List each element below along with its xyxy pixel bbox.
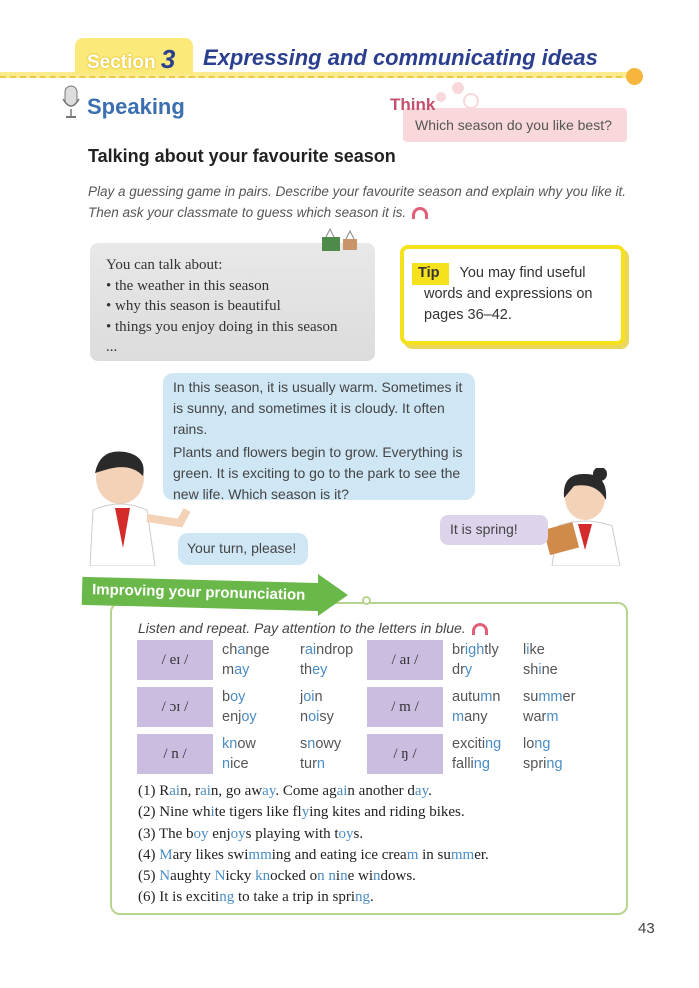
text-segment: war (523, 709, 547, 725)
talk-item: • things you enjoy doing in this season (106, 318, 338, 335)
text-segment: br (452, 642, 465, 658)
tip-text: You may find useful words and expressions on pages 36–42. (424, 265, 593, 323)
text-segment: (5) (138, 868, 160, 885)
highlighted-letters: oy (241, 709, 257, 725)
text-segment: spri (523, 756, 547, 772)
example-word (300, 707, 334, 727)
highlighted-letters: ng (485, 736, 502, 752)
text-segment: in su (418, 846, 451, 863)
text-segment: n another d (347, 783, 415, 799)
example-word (300, 660, 327, 680)
example-word (523, 687, 575, 707)
task-instruction (88, 181, 633, 223)
text-segment: n, go aw (210, 783, 263, 799)
boy-illustration (75, 448, 193, 566)
microphone-icon (62, 85, 80, 119)
text-segment: dr (452, 662, 465, 678)
highlighted-letters: ay (262, 783, 276, 799)
text-segment: aughty (170, 868, 215, 885)
text-segment: enj (208, 825, 231, 842)
text-segment: s (300, 736, 308, 752)
practice-sentence (138, 887, 489, 908)
example-word (523, 640, 545, 660)
text-segment: . (370, 889, 374, 906)
text-segment: autu (452, 689, 481, 705)
highlighted-letters: ng (534, 736, 551, 752)
text-segment: ne (541, 662, 558, 678)
practice-sentence (138, 802, 489, 823)
text-segment: . (428, 783, 432, 799)
text-segment: ing and eating ice crea (271, 846, 407, 863)
pronunciation-instruction (138, 620, 488, 636)
example-word (452, 707, 487, 727)
text-segment: (4) (138, 846, 160, 863)
text-segment: dows. (380, 868, 416, 885)
highlighted-letters: i (210, 804, 215, 821)
text-segment: j (300, 689, 304, 705)
highlighted-letters: ng (355, 889, 371, 906)
highlighted-letters: N (159, 868, 171, 885)
highlighted-letters: mm (248, 846, 272, 863)
text-segment: su (523, 689, 539, 705)
highlighted-letters: M (159, 846, 173, 863)
example-word (523, 754, 563, 774)
example-word (452, 754, 490, 774)
task-title: Talking about your favourite season (88, 146, 396, 166)
text-segment: owy (315, 736, 342, 752)
text-segment: tly (484, 642, 499, 658)
example-word (523, 660, 558, 680)
text-segment: sh (523, 662, 539, 678)
text-segment: ke (529, 642, 545, 658)
text-segment: b (222, 689, 231, 705)
text-segment: falli (452, 756, 474, 772)
highlighted-letters: n (340, 868, 348, 885)
highlighted-letters: n (307, 736, 316, 752)
practice-sentences (138, 781, 489, 909)
text-segment: ocked o (270, 868, 318, 885)
highlighted-letters: m (546, 709, 559, 725)
phonetic-symbol: / n / (137, 734, 213, 774)
example-word (300, 754, 325, 774)
text-segment: n (314, 689, 323, 705)
highlighted-letters: i (538, 662, 542, 678)
practice-sentence (138, 781, 489, 802)
text-segment: th (300, 662, 313, 678)
text-segment: te tigers like fl (214, 804, 302, 821)
example-word (452, 660, 472, 680)
phonetic-symbol: / eɪ / (137, 640, 213, 680)
talk-item: • the weather in this season (106, 277, 270, 294)
highlighted-letters: mm (450, 846, 475, 863)
example-word (300, 734, 341, 754)
text-segment: ow (237, 736, 256, 752)
text-segment: (2) Nine wh (138, 804, 211, 821)
decor-circle (436, 92, 446, 102)
tip-label: Tip (412, 263, 449, 285)
boy-speech-2: Plants and flowers begin to grow. Everything is green. It is exciting to go to the park to see the new life. Which season is it? (173, 444, 463, 502)
highlighted-letters: ey (312, 662, 328, 678)
highlighted-letters: kn (255, 868, 271, 885)
highlighted-letters: a (237, 642, 246, 658)
phonetic-symbol: / ŋ / (367, 734, 443, 774)
text-segment: to take a trip in spri (234, 889, 356, 906)
highlighted-letters: n (373, 868, 381, 885)
page-number: 43 (638, 920, 655, 937)
highlighted-letters: y (301, 804, 310, 821)
phonetic-symbol: / m / (367, 687, 443, 727)
example-word (222, 660, 249, 680)
think-question: Which season do you like best? (403, 108, 627, 142)
highlighted-letters: n (317, 868, 325, 885)
text-segment: sy (319, 709, 334, 725)
highlighted-letters: ay (234, 662, 250, 678)
highlighted-letters: ai (336, 783, 348, 799)
highlighted-letters: m (452, 709, 465, 725)
headphones-icon[interactable] (472, 623, 488, 635)
text-segment: s. (353, 825, 364, 842)
boy-speech-1: In this season, it is usually warm. Sometimes it is sunny, and sometimes it is cloudy. It often rains. (173, 379, 463, 437)
text-segment: (6) It is exciti (138, 889, 220, 906)
header-dot (626, 68, 643, 85)
text-segment: any (464, 709, 488, 725)
highlighted-letters: oy (193, 825, 209, 842)
text-segment: n (492, 689, 501, 705)
highlighted-letters: igh (464, 642, 485, 658)
phonetic-symbol: / ɔɪ / (137, 687, 213, 727)
text-segment: m (222, 662, 235, 678)
girl-speech-bubble: It is spring! (440, 515, 548, 545)
text-segment: enj (222, 709, 242, 725)
text-segment: ary likes swi (172, 846, 249, 863)
talk-ellipsis: ... (106, 339, 118, 355)
text-segment: n, r (180, 783, 201, 799)
boy-speech-bubble (163, 373, 475, 500)
boy-turn-bubble: Your turn, please! (178, 533, 308, 565)
phonetic-symbol: / aɪ / (367, 640, 443, 680)
text-segment: (1) R (138, 783, 170, 799)
example-word (300, 640, 353, 660)
banner-arrow (318, 574, 348, 616)
decor-circle (452, 82, 464, 94)
highlighted-letters: y (464, 662, 473, 678)
highlighted-letters: ng (219, 889, 235, 906)
decor-circle (463, 93, 479, 109)
highlighted-letters: ai (200, 783, 211, 799)
pronunciation-banner: Improving your pronunciation (82, 577, 323, 611)
text-segment: (3) The b (138, 825, 194, 842)
highlighted-letters: oi (303, 689, 315, 705)
highlighted-letters: n (222, 756, 231, 772)
highlighted-letters: ai (304, 642, 317, 658)
text-segment: e wi (347, 868, 374, 885)
text-segment: ndrop (316, 642, 354, 658)
text-segment: exciti (452, 736, 486, 752)
instruction-text: Play a guessing game in pairs. Describe your favourite season and explain why you like it. Then ask your classmate to guess which season it is. (88, 184, 627, 220)
text-segment: ice (230, 756, 249, 772)
text-segment: l (523, 642, 527, 658)
instruction-text: Listen and repeat. Pay attention to the letters in blue. (138, 620, 466, 636)
highlighted-letters: oy (230, 825, 246, 842)
example-word (523, 707, 558, 727)
talk-item: • why this season is beautiful (106, 298, 281, 314)
highlighted-letters: n (316, 756, 325, 772)
think-label: Think (390, 95, 436, 114)
example-word (222, 640, 270, 660)
highlighted-letters: ng (473, 756, 490, 772)
text-segment: er (562, 689, 576, 705)
highlighted-letters: m (480, 689, 493, 705)
text-segment: icky (225, 868, 256, 885)
example-word (452, 640, 499, 660)
practice-sentence (138, 845, 489, 866)
section-label: Section (87, 52, 156, 73)
headphones-icon[interactable] (412, 207, 428, 219)
text-segment: ch (222, 642, 238, 658)
text-segment: i (335, 868, 341, 885)
text-segment: ing kites and riding bikes. (309, 804, 465, 821)
highlighted-letters: kn (222, 736, 238, 752)
example-word (452, 734, 501, 754)
text-segment: . Come ag (275, 783, 337, 799)
practice-sentence (138, 824, 489, 845)
text-segment: n (300, 709, 309, 725)
speaking-heading: Speaking (87, 94, 185, 119)
talk-intro: You can talk about: (106, 257, 223, 273)
highlighted-letters: N (214, 868, 226, 885)
highlighted-letters: m (406, 846, 419, 863)
binder-clips-icon (320, 228, 362, 252)
practice-sentence (138, 866, 489, 887)
example-word (222, 687, 245, 707)
example-word (300, 687, 323, 707)
highlighted-letters: oy (230, 689, 246, 705)
text-segment: nge (245, 642, 270, 658)
tip-box (400, 245, 625, 345)
example-word (222, 734, 256, 754)
text-segment: lo (523, 736, 535, 752)
girl-illustration (540, 468, 628, 566)
highlighted-letters: oi (308, 709, 320, 725)
section-tab (75, 38, 193, 74)
text-segment: tur (300, 756, 317, 772)
talk-about-box (90, 243, 375, 361)
highlighted-letters: ai (169, 783, 181, 799)
highlighted-letters: ay (414, 783, 429, 799)
text-segment: er. (474, 846, 489, 863)
highlighted-letters: mm (538, 689, 563, 705)
text-segment: r (300, 642, 305, 658)
highlighted-letters: oy (338, 825, 354, 842)
example-word (523, 734, 550, 754)
section-title: Expressing and communicating ideas (203, 45, 598, 70)
example-word (452, 687, 500, 707)
section-number: 3 (160, 44, 176, 74)
highlighted-letters: ng (546, 756, 563, 772)
highlighted-letters: i (526, 642, 530, 658)
highlighted-letters: n (328, 868, 336, 885)
example-word (222, 754, 249, 774)
decor-circle (362, 596, 371, 605)
text-segment: s playing with t (245, 825, 339, 842)
example-word (222, 707, 257, 727)
